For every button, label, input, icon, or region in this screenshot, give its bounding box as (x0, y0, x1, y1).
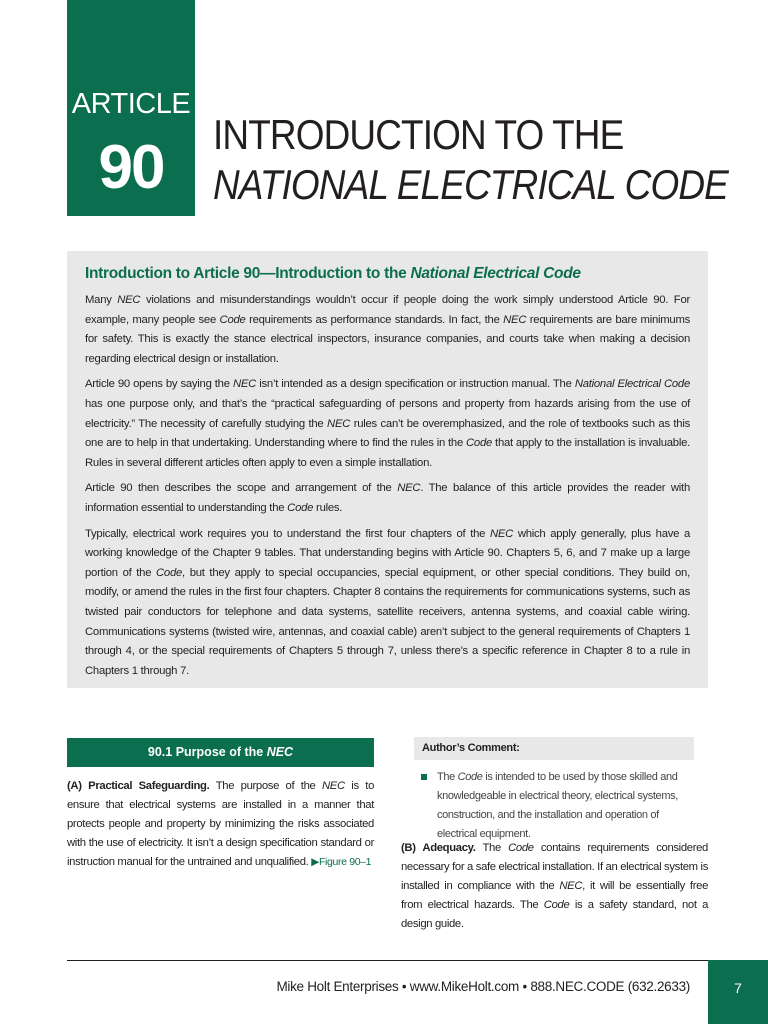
author-comment-text (437, 768, 691, 844)
run-italic: NEC (489, 527, 514, 540)
run-text: Article 90 opens by saying the (85, 378, 233, 391)
run-italic: NEC (397, 482, 421, 495)
page-title (213, 110, 768, 210)
run-text: contains requirements considered necessary for a safe electrical installation. If an electrical system is installed in compliance with the (401, 842, 708, 892)
article-label: ARTICLE (71, 88, 191, 120)
run-italic: Code (508, 842, 534, 854)
run-italic: NEC (232, 378, 257, 391)
section-heading-bar (67, 738, 374, 767)
run-italic: Code (156, 566, 183, 579)
run-text: isn’t intended as a design specification or instruction manual. The (256, 378, 575, 391)
run-italic: NEC (559, 880, 583, 892)
run-italic: Code (287, 501, 314, 514)
run-italic: NEC (321, 780, 345, 792)
right-column (401, 839, 708, 934)
run-text: is intended to be used by those skilled and knowledgeable in electrical theory, electrical systems, construction, and the installation and operation of electrical equipment. (437, 771, 678, 840)
run-italic: NEC (117, 294, 141, 306)
article-number: 90 (98, 133, 164, 202)
run-text: violations and misunderstandings wouldn’t occur if people doing the work simply understood Article 90. For example, many people see (85, 294, 690, 326)
run-bold: (B) Adequacy. (401, 842, 476, 854)
run-text: is a safety standard, not a design guide. (401, 899, 709, 930)
run-italic: Code (457, 771, 483, 783)
run-text: requirements are bare minimums for safety. This is exactly the stance electrical inspectors, insurance companies, and courts take when making a decision regarding electrical design or installation. (85, 313, 691, 365)
intro-paragraph-2 (85, 375, 690, 473)
footer-divider (67, 960, 708, 961)
run-italic: NEC (503, 313, 527, 326)
run-text: The purpose of the (209, 780, 322, 792)
title-line-1: INTRODUCTION TO THE (213, 111, 624, 158)
run-text: The (437, 771, 458, 783)
author-comment-header: Author’s Comment: (414, 737, 694, 760)
run-italic: National Electrical Code (574, 378, 690, 391)
figure-link[interactable]: ▶Figure 90–1 (311, 856, 372, 868)
article-badge (67, 0, 195, 216)
section-heading-text: 90.1 Purpose of the (147, 745, 267, 759)
run-text: that apply to the installation is invaluable. Rules in several different articles often apply to even a simple installation. (85, 437, 691, 469)
run-italic: Code (543, 899, 570, 911)
practical-safeguarding-paragraph (67, 777, 374, 872)
run-text: The (475, 842, 509, 854)
run-text: is to ensure that electrical systems are installed in a manner that protects people and property by minimizing the risks associated with the use of electricity. It isn’t a design specification standard or instruction manual for the untrained and unqualified. (67, 780, 375, 868)
intro-paragraph-1 (85, 291, 690, 369)
author-comment (421, 768, 691, 844)
page-number: 7 (708, 960, 768, 1024)
bullet-square-icon (421, 774, 427, 780)
intro-heading-italic: National Electrical Code (410, 265, 581, 282)
title-line-2: NATIONAL ELECTRICAL CODE (213, 161, 728, 208)
intro-paragraph-3 (85, 479, 690, 518)
footer-text: Mike Holt Enterprises • www.MikeHolt.com • 888.NEC.CODE (632.2633) (276, 979, 690, 994)
intro-heading-text: Introduction to Article 90—Introduction to the (85, 265, 411, 282)
run-text: Article 90 then describes the scope and arrangement of the (85, 482, 398, 495)
run-text: rules can’t be overemphasized, and the role of textbooks such as this one are to help in that undertaking. Understanding where to find the rules in the (85, 417, 690, 450)
run-text: , it will be essentially free from electrical hazards. The (401, 880, 708, 911)
run-text: Typically, electrical work requires you to understand the first four chapters of the (85, 527, 490, 540)
intro-panel (67, 251, 708, 688)
intro-heading (85, 265, 690, 283)
run-text: rules. (313, 501, 343, 514)
run-text: . The balance of this article provides the reader with information essential to understanding the (85, 482, 690, 514)
run-italic: Code (219, 313, 246, 326)
run-text: which apply generally, plus have a working knowledge of the Chapter 9 tables. That understanding begins with Article 90. Chapters 5, 6, and 7 make up a large portion of the (85, 527, 690, 579)
run-text: Many (85, 294, 118, 306)
section-heading-italic: NEC (266, 745, 294, 759)
intro-paragraph-4 (85, 525, 690, 682)
adequacy-paragraph (401, 839, 708, 934)
run-text: has one purpose only, and that’s the “practical safeguarding of persons and property from hazards arising from the use of electricity.” The necessity of carefully studying the (85, 397, 690, 430)
left-column (67, 777, 374, 872)
run-text: , but they apply to special occupancies, special equipment, or other special conditions. They build on, modify, or amend the rules in the first four chapters. Chapter 8 contains the requirements for communications systems, such as twisted pair conductors for telephone and data systems, satellite receivers, antenna systems, and coaxial cable wiring. Communications systems (twisted wire, antennas, and coaxial cable) aren’t subject to the general requirements of Chapters 1 through 4, or the special requirements of Chapters 5 through 7, unless there’s a specific reference in Chapter 8 to a rule in Chapters 1 through 7. (85, 566, 690, 677)
run-text: requirements as performance standards. In fact, the (245, 313, 504, 326)
run-italic: Code (466, 437, 493, 450)
run-bold: (A) Practical Safeguarding. (67, 780, 210, 792)
run-italic: NEC (327, 417, 351, 430)
